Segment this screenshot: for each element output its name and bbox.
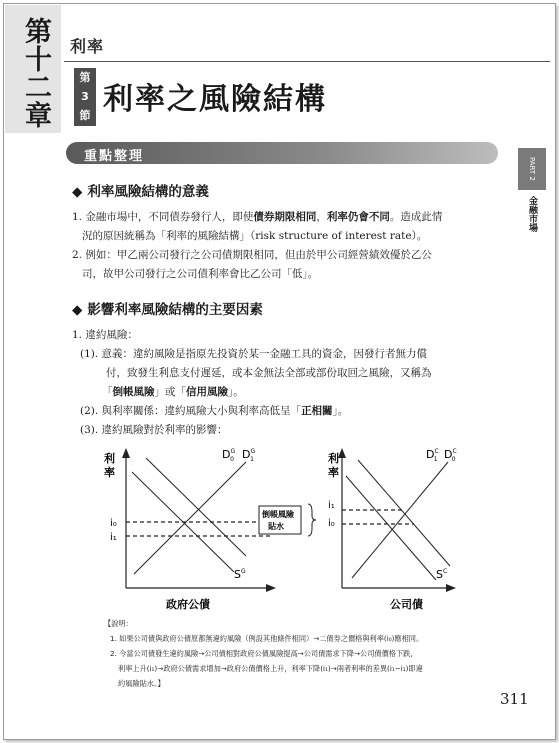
note-heading: 【說明： [104, 619, 133, 628]
topic-label: 利率 [70, 37, 105, 56]
left-x-arrow [266, 584, 276, 592]
left-i0-label: i₀ [110, 518, 117, 529]
left-xlabel: 政府公債 [166, 598, 210, 611]
left-d1-label: $D^G$ 1 [242, 448, 256, 463]
left-d0-label: $D^G$ 0 [222, 448, 236, 463]
p3-s1-line2: 付，致發生利息支付遲延，或本金無法全部或部份取回之風險，又稱為 [106, 367, 432, 379]
note-2: 2. 今當公司債發生違約風險→公司債相對政府公債風險提高→公司債需求下降→公司債價格下跌， [110, 649, 418, 658]
p3-s1-l3d: 信用風險 [186, 386, 228, 398]
right-d0-label: $D^C$ 0 [444, 448, 457, 463]
p1-b: 債券期限相同 [253, 211, 317, 223]
p3-s1-l3b: 倒帳風險 [112, 386, 155, 398]
left-supply-curve [134, 462, 246, 574]
right-supply-curve [352, 462, 448, 578]
p2-line1: 2. 例如：甲乙兩公司發行之公司債期限相同，但由於甲公司經營績效優於乙公 [72, 249, 432, 261]
badge-number: 3 [81, 90, 89, 103]
summary-bar [66, 142, 498, 164]
right-ylabel-2: 率 [328, 466, 339, 479]
diamond-bullet: ◆ [72, 184, 83, 200]
p3-s1-line1: (1). 意義：違約風險是指原先投資於某一金融工具的資金，因發行者無力償 [80, 348, 428, 360]
right-i0-label: i₀ [328, 518, 335, 529]
section-badge [74, 68, 96, 126]
default-risk-diagram [96, 442, 456, 614]
right-y-arrow [338, 448, 346, 458]
header-rule [64, 61, 550, 62]
right-s-label: $S^C$ [436, 568, 448, 581]
p2-line2: 司，故甲公司發行之公司債利率會比乙公司「低」。 [82, 268, 319, 280]
side-tab-label: 金融市場 [527, 196, 537, 232]
diagram-notes [104, 616, 423, 691]
p3-s3: (3). 違約風險對於利率的影響： [80, 424, 228, 436]
paragraph-1 [72, 208, 442, 246]
heading-meaning [72, 180, 209, 200]
left-ylabel-2: 率 [104, 466, 115, 479]
badge-top: 第 [79, 71, 91, 84]
heading-meaning-text: 利率風險結構的意義 [87, 184, 209, 200]
right-x-arrow [446, 584, 456, 592]
p3-s2b: 正相關 [301, 405, 333, 417]
left-panel [103, 448, 276, 611]
p3-item: 1. 違約風險： [72, 329, 138, 341]
right-panel [327, 448, 457, 611]
p3-s1-l3c: 」或「 [154, 386, 186, 398]
risk-premium-line2: 貼水 [268, 522, 284, 531]
p3-s1-l3a: 「 [102, 386, 113, 398]
p1-c: ， [316, 211, 327, 223]
risk-premium-box [259, 504, 316, 536]
p1-line2: 況的原因統稱為「利率的風險結構」（risk structure of interest rate）。 [82, 230, 428, 242]
p3-s2a: (2). 與利率關係：違約風險大小與利率高低呈「 [80, 405, 302, 417]
right-i1-label: i₁ [328, 500, 335, 511]
summary-label: 重點整理 [84, 149, 145, 164]
right-ylabel-1: 利 [328, 452, 339, 465]
heading-factors [72, 298, 263, 318]
risk-premium-line1: 倒帳風險 [262, 510, 294, 519]
heading-factors-text: 影響利率風險結構的主要因素 [87, 302, 263, 318]
note-2-cont: 利率上升(i₁)→政府公債需求增加→政府公債價格上升，利率下降(i₁)→兩者利率的差異(i₁−i₁)即違 [118, 664, 423, 673]
p3-s1-l3e: 」。 [228, 386, 244, 398]
chapter-tab [5, 5, 61, 133]
chapter-label: 第十二章 [20, 17, 51, 129]
p1-d: 利率仍會不同 [326, 211, 390, 223]
left-demand-curve-0 [146, 458, 246, 556]
left-s-label: $S^G$ [234, 568, 246, 581]
page-number: 311 [500, 690, 529, 708]
p1-e: 。造成此情 [389, 211, 443, 223]
left-i1-label: i₁ [110, 532, 117, 543]
p1-a: 1. 金融市場中，不同債券發行人，即使 [72, 211, 254, 223]
note-1: 1. 如果公司債與政府公債原都無違約風險（例設其他條件相同）→二債券之價格與利率(i₀)應相同。 [110, 634, 424, 643]
paragraph-3 [72, 326, 432, 440]
side-tab-part: PART 2 [518, 148, 546, 190]
right-brace [308, 504, 316, 536]
section-title: 利率之風險結構 [103, 82, 327, 117]
p3-s2c: 」。 [332, 405, 349, 417]
note-2-end: 約風險貼水。】 [118, 679, 165, 688]
right-demand-curve-1 [346, 476, 436, 580]
badge-bottom: 節 [79, 109, 91, 122]
left-y-arrow [122, 448, 130, 458]
right-xlabel: 公司債 [390, 598, 423, 611]
paragraph-2 [72, 246, 432, 284]
right-d1-label: $D^C$ 1 [426, 448, 439, 463]
left-ylabel-1: 利 [104, 452, 115, 465]
diamond-bullet: ◆ [72, 302, 83, 318]
